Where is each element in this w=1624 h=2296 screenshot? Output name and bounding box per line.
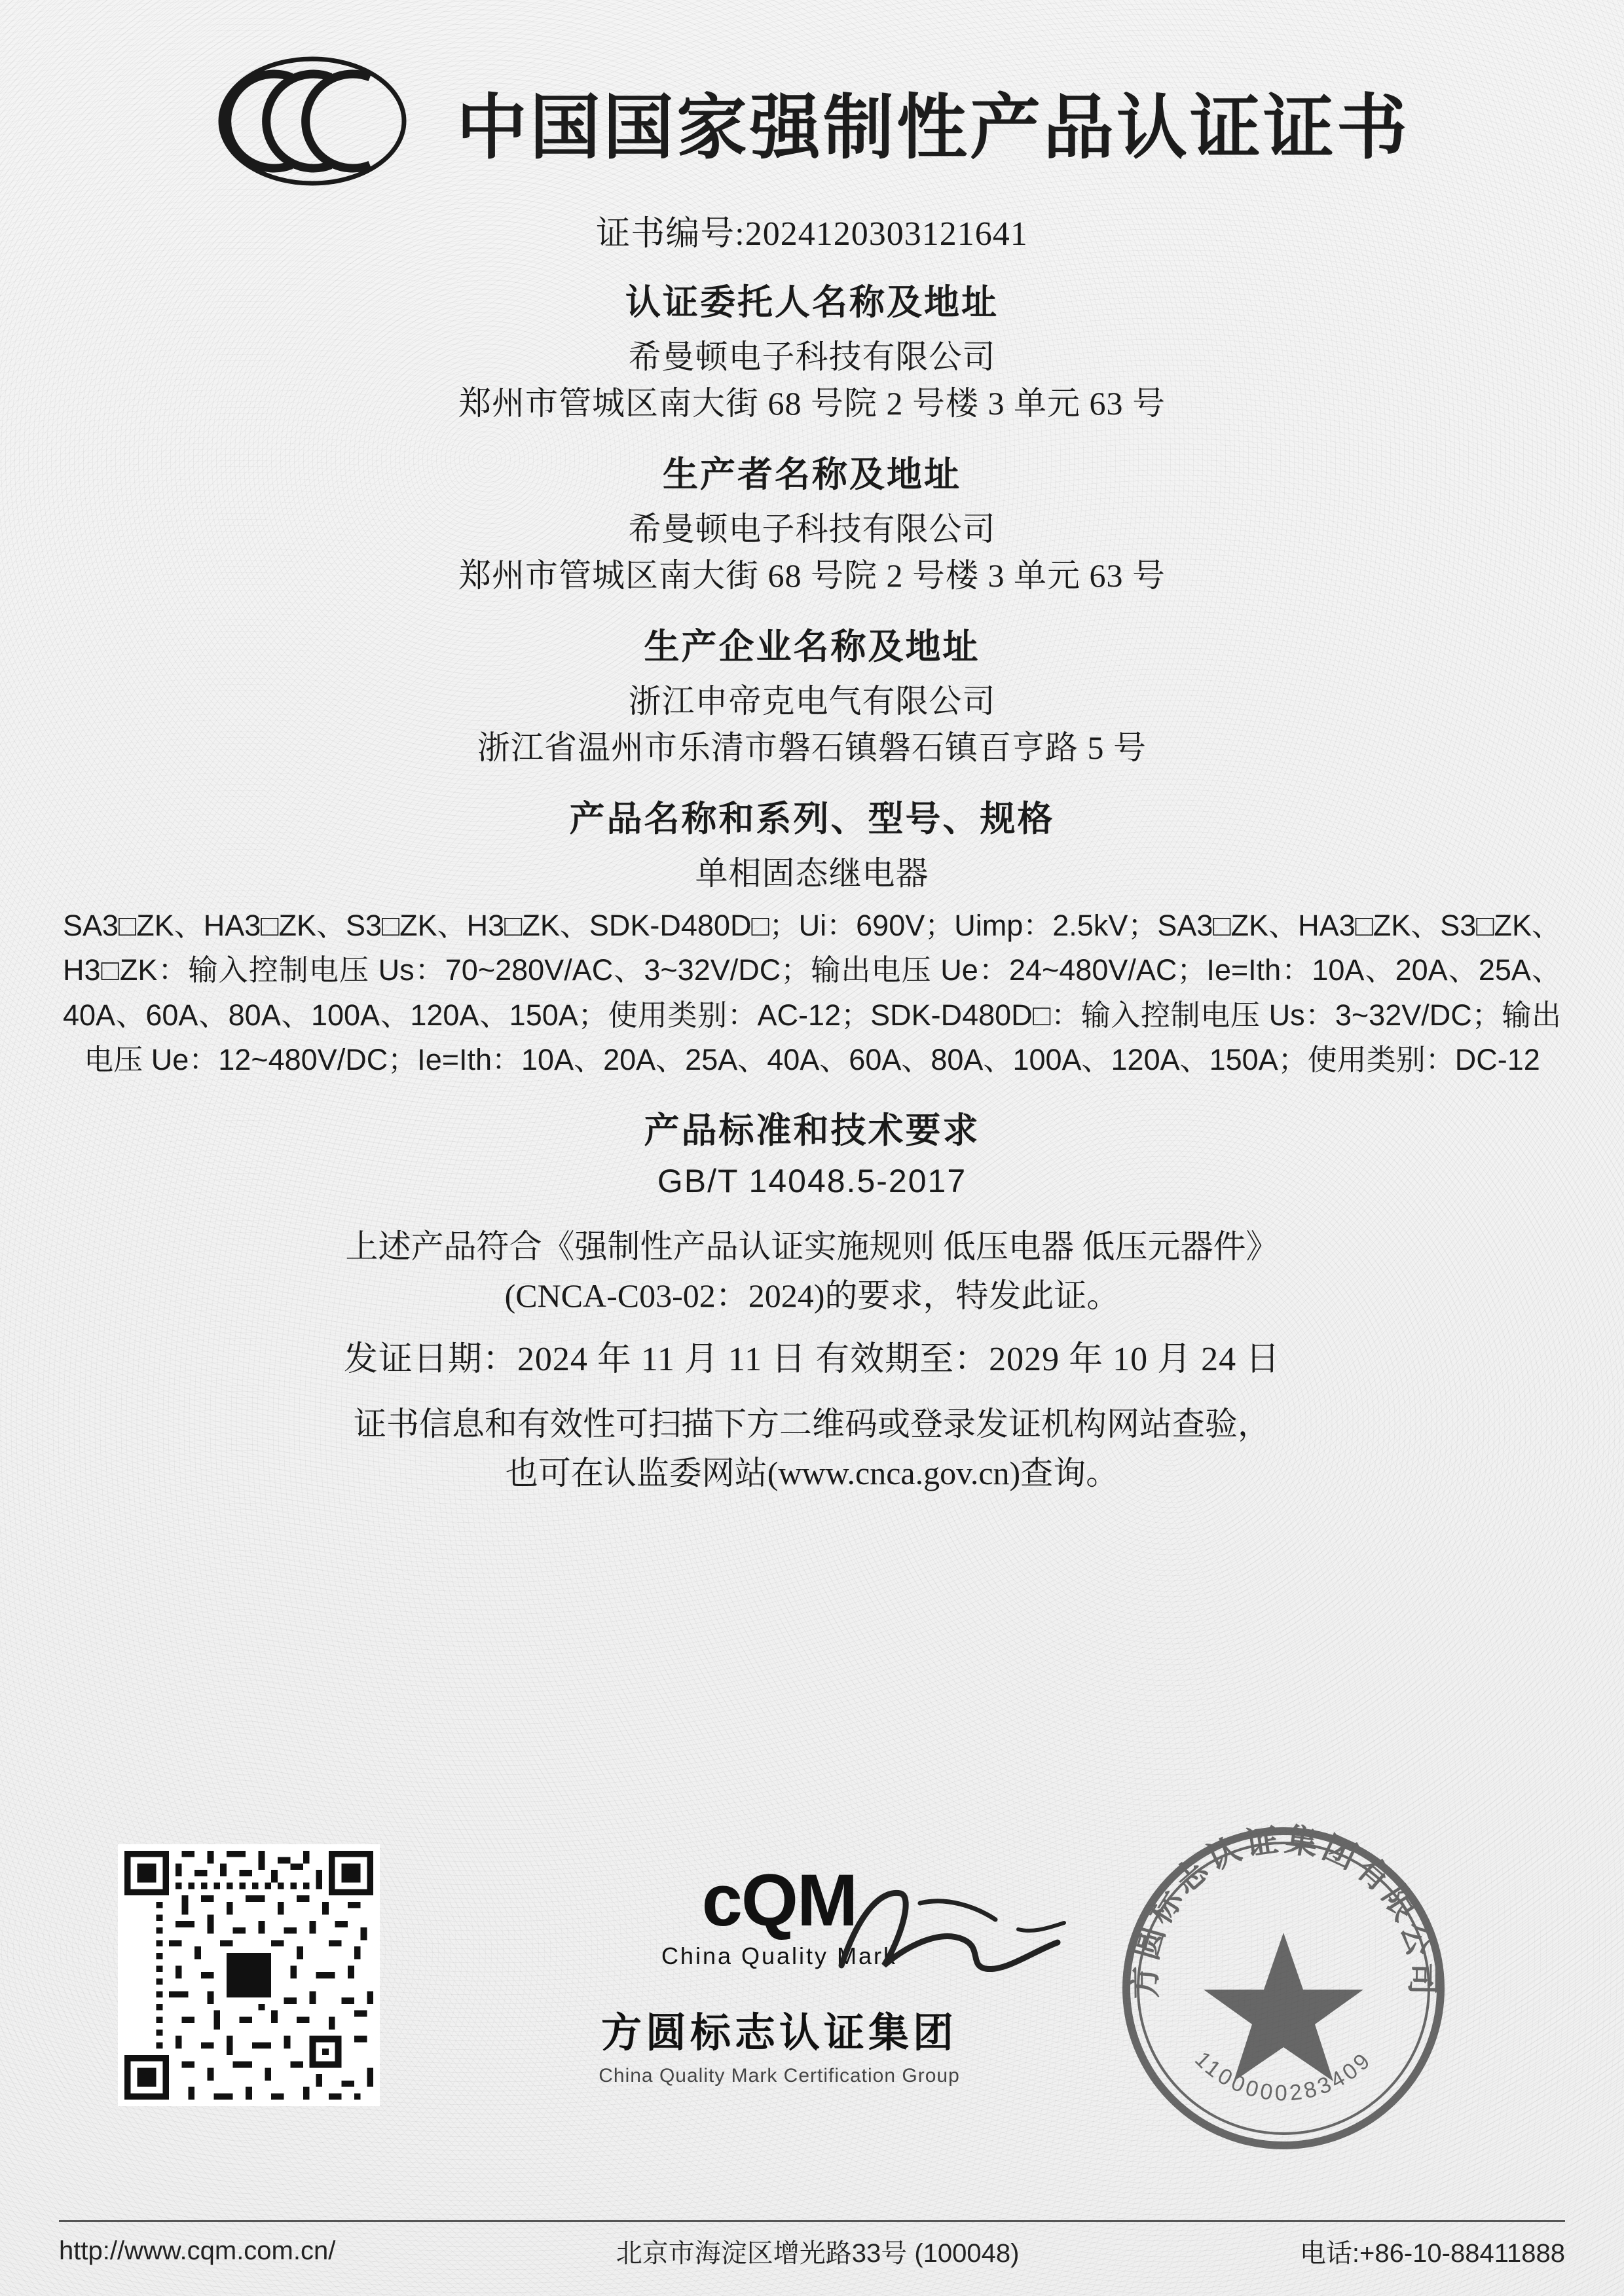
statement-line-1: 上述产品符合《强制性产品认证实施规则 低压电器 低压元器件》 bbox=[345, 1228, 1279, 1265]
issue-and-expiry-dates: 发证日期：2024 年 11 月 11 日 有效期至：2029 年 10 月 24 日 bbox=[343, 1340, 1281, 1378]
certificate-footer-marks bbox=[0, 1805, 1624, 2198]
applicant-address: 郑州市管城区南大街 68 号院 2 号楼 3 单元 63 号 bbox=[458, 385, 1166, 422]
certificate-header bbox=[59, 52, 1565, 190]
standard-value: GB/T 14048.5-2017 bbox=[657, 1162, 967, 1199]
product-specification: SA3□ZK、HA3□ZK、S3□ZK、H3□ZK、SDK-D480D□；Ui：690V；Uimp：2.5kV；SA3□ZK、HA3□ZK、S3□ZK、H3□ZK：输入控制电压 Us：70~280V/AC、3~32V/DC；输出电压 Ue：24~480V/AC；Ie=Ith：10A、20A、25A、40A、60A、80A、100A、120A、150A；使用类别：AC-12；SDK-D480D□：输入控制电压 Us：3~32V/DC；输出电压 Ue：12~480V/DC；Ie=Ith：10A、20A、25A、40A、60A、80A、100A、120A、150A；使用类别：DC-12 bbox=[63, 909, 1562, 1077]
page-title: 中国国家强制性产品认证证书 bbox=[456, 89, 1410, 168]
section-manufacturer bbox=[59, 619, 1565, 771]
section-title-product: 产品名称和系列、型号、规格 bbox=[569, 799, 1055, 839]
qr-code-graphic bbox=[118, 1844, 380, 2106]
ccc-logo bbox=[214, 52, 430, 190]
section-title-manufacturer: 生产企业名称及地址 bbox=[644, 627, 980, 666]
section-applicant bbox=[59, 274, 1565, 427]
applicant-name: 希曼顿电子科技有限公司 bbox=[628, 338, 996, 375]
producer-name: 希曼顿电子科技有限公司 bbox=[628, 511, 996, 547]
section-title-applicant: 认证委托人名称及地址 bbox=[625, 283, 999, 322]
verification-note bbox=[59, 1400, 1565, 1498]
official-seal bbox=[1113, 1818, 1454, 2159]
seal-star bbox=[1204, 1933, 1363, 2081]
section-standard bbox=[59, 1102, 1565, 1200]
svg-text:1100000283409 bbox=[1190, 2047, 1377, 2105]
footer-address: 北京市海淀区增光路33号 (100048) bbox=[616, 2239, 1020, 2268]
qr-code[interactable] bbox=[118, 1844, 380, 2106]
manufacturer-name: 浙江申帝克电气有限公司 bbox=[628, 683, 996, 720]
conformity-statement bbox=[59, 1222, 1565, 1321]
verification-line-2: 也可在认监委网站(www.cnca.gov.cn)查询。 bbox=[505, 1454, 1119, 1491]
cqm-english-name: China Quality Mark Certification Group bbox=[599, 2065, 960, 2086]
section-title-standard: 产品标准和技术要求 bbox=[644, 1110, 980, 1150]
section-title-producer: 生产者名称及地址 bbox=[663, 455, 961, 494]
cqm-chinese-name: 方圆标志认证集团 bbox=[600, 2011, 957, 2056]
footer-website[interactable]: http://www.cqm.com.cn/ bbox=[59, 2236, 336, 2265]
section-producer bbox=[59, 446, 1565, 599]
cqm-subtitle: China Quality Mark bbox=[661, 1942, 898, 1969]
verification-line-1: 证书信息和有效性可扫描下方二维码或登录发证机构网站查验， bbox=[354, 1405, 1270, 1442]
page-footer bbox=[59, 2220, 1565, 2270]
statement-line-2: (CNCA-C03-02：2024)的要求，特发此证。 bbox=[504, 1277, 1120, 1314]
footer-phone: 电话:+86-10-88411888 bbox=[1299, 2239, 1565, 2268]
certificate-number: 证书编号:2024120303121641 bbox=[596, 215, 1028, 253]
manufacturer-address: 浙江省温州市乐清市磐石镇磐石镇百亨路 5 号 bbox=[477, 729, 1147, 766]
seal-outer-text: 方圆标志认证集团有限公司 bbox=[1126, 1821, 1441, 1999]
product-name: 单相固态继电器 bbox=[695, 855, 929, 892]
cqm-wordmark: cQM bbox=[701, 1859, 857, 1941]
section-product bbox=[59, 791, 1565, 1083]
seal-number: 1100000283409 bbox=[1190, 2047, 1377, 2106]
authorized-signature bbox=[822, 1867, 1097, 1998]
producer-address: 郑州市管城区南大街 68 号院 2 号楼 3 单元 63 号 bbox=[458, 557, 1166, 594]
